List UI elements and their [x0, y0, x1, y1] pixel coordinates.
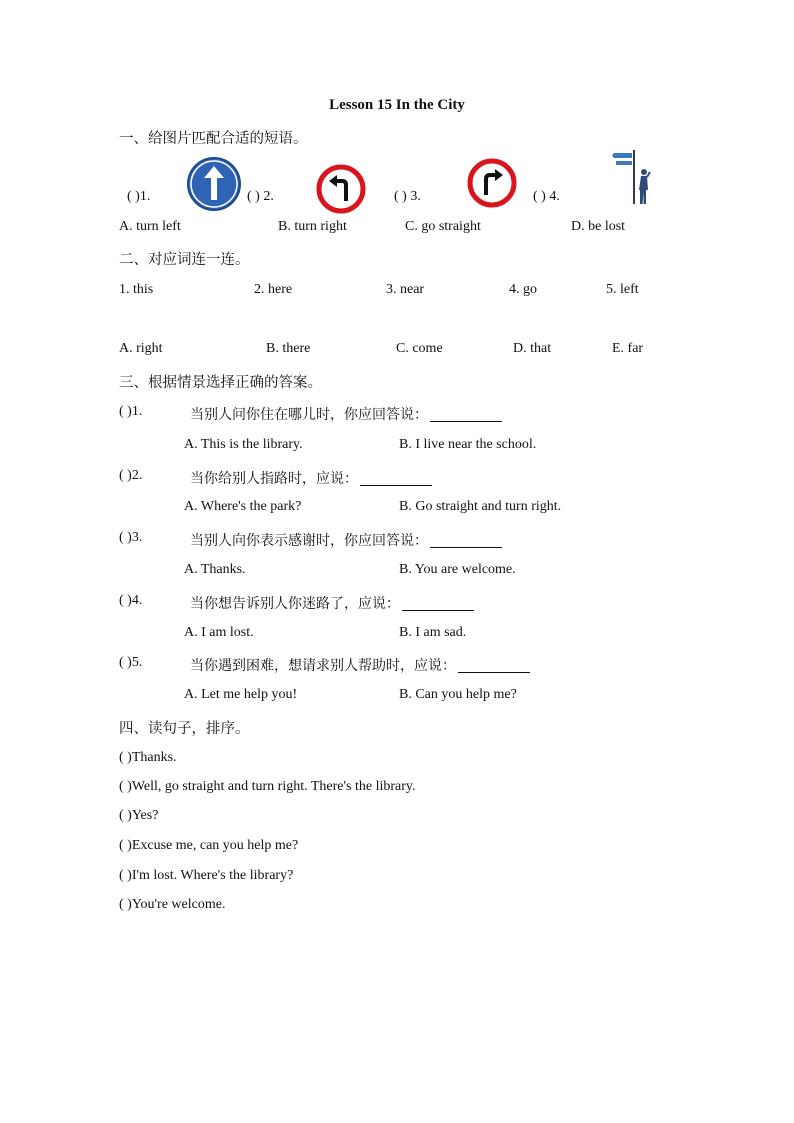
s3-q5-option-a: A. Let me help you! — [184, 687, 298, 702]
page-title: Lesson 15 In the City — [329, 97, 465, 113]
s3-q4-num: ( )4. — [119, 593, 143, 608]
s3-q4-text: 当你想告诉别人你迷路了，应说： — [190, 593, 474, 613]
s2-bottom-word-b: B. there — [266, 341, 311, 356]
s2-top-word-5: 5. left — [606, 282, 639, 297]
s3-q4-option-a: A. I am lost. — [184, 625, 254, 640]
s3-q5-option-b: B. Can you help me? — [399, 687, 517, 702]
turn-right-sign-icon — [467, 158, 517, 208]
s3-q2-option-b: B. Go straight and turn right. — [399, 499, 562, 514]
s4-line-3: ( )Yes? — [119, 808, 159, 823]
s4-line-5: ( )I'm lost. Where's the library? — [119, 868, 294, 883]
s3-q3-num: ( )3. — [119, 530, 143, 545]
s2-bottom-word-d: D. that — [513, 341, 552, 356]
s1-option-a: A. turn left — [119, 219, 181, 234]
s1-item-3-num: ( ) 3. — [394, 189, 421, 204]
s2-top-word-4: 4. go — [509, 282, 537, 297]
s1-option-d: D. be lost — [571, 219, 626, 234]
s2-bottom-word-e: E. far — [612, 341, 644, 356]
answer-blank[interactable] — [360, 471, 432, 486]
s1-option-b: B. turn right — [278, 219, 347, 234]
arrow-up-sign-icon — [186, 156, 242, 212]
s4-line-1: ( )Thanks. — [119, 750, 177, 765]
s4-line-6: ( )You're welcome. — [119, 897, 226, 912]
s2-bottom-word-c: C. come — [396, 341, 443, 356]
answer-blank[interactable] — [402, 596, 474, 611]
turn-left-sign-icon — [316, 164, 366, 214]
answer-blank[interactable] — [430, 407, 502, 422]
answer-blank[interactable] — [458, 658, 530, 673]
s3-q3-text: 当别人向你表示感谢时，你应回答说： — [190, 530, 502, 550]
s3-q1-text: 当别人问你住在哪儿时，你应回答说： — [190, 404, 502, 424]
s3-q1-option-a: A. This is the library. — [184, 437, 303, 452]
s3-q5-text: 当你遇到困难，想请求别人帮助时，应说： — [190, 655, 530, 675]
s3-q1-option-b: B. I live near the school. — [399, 437, 537, 452]
section2-heading: 二、对应词连一连。 — [119, 252, 250, 268]
s3-q2-text: 当你给别人指路时，应说： — [190, 468, 432, 488]
s3-q1-num: ( )1. — [119, 404, 143, 419]
s2-top-word-1: 1. this — [119, 282, 154, 297]
s2-bottom-word-a: A. right — [119, 341, 163, 356]
s4-line-2: ( )Well, go straight and turn right. There's the library. — [119, 779, 416, 794]
s2-top-word-2: 2. here — [254, 282, 293, 297]
s3-q2-num: ( )2. — [119, 468, 143, 483]
s1-item-1-num: ( )1. — [127, 189, 151, 204]
s3-q4-option-b: B. I am sad. — [399, 625, 467, 640]
s3-q2-option-a: A. Where's the park? — [184, 499, 302, 514]
section1-heading: 一、给图片匹配合适的短语。 — [119, 131, 308, 147]
s2-top-word-3: 3. near — [386, 282, 425, 297]
s1-item-2-num: ( ) 2. — [247, 189, 274, 204]
answer-blank[interactable] — [430, 533, 502, 548]
lost-person-signpost-icon — [612, 148, 656, 206]
s3-q3-option-b: B. You are welcome. — [399, 562, 516, 577]
section4-heading: 四、读句子，排序。 — [119, 721, 250, 737]
s1-option-c: C. go straight — [405, 219, 481, 234]
s1-item-4-num: ( ) 4. — [533, 189, 560, 204]
section3-heading: 三、根据情景选择正确的答案。 — [119, 375, 322, 391]
s3-q5-num: ( )5. — [119, 655, 143, 670]
s3-q3-option-a: A. Thanks. — [184, 562, 246, 577]
s4-line-4: ( )Excuse me, can you help me? — [119, 838, 299, 853]
